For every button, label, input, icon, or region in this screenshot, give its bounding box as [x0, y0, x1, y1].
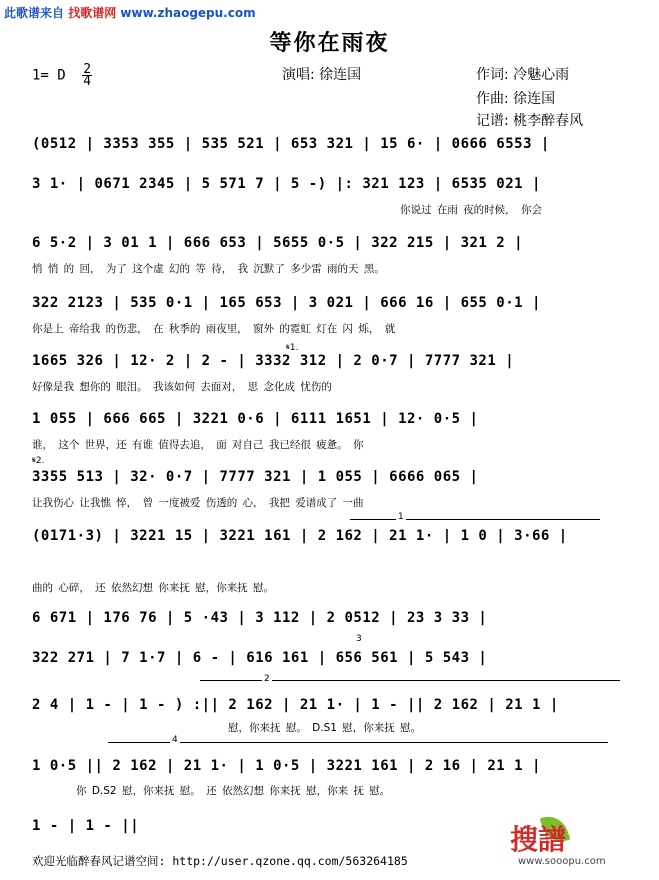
ending-bracket-1	[350, 519, 600, 520]
score-row-5-lyrics: 好像是我 想你的 眼泪。 我该如何 去面对， 思 念化成 忧伤的	[32, 381, 332, 393]
footer-text: 欢迎光临醉春风记谱空间: http://user.qzone.qq.com/563264185	[32, 854, 408, 868]
time-bottom: 4	[83, 74, 92, 89]
watermark-link[interactable]: www.zhaogepu.com	[120, 6, 256, 20]
score-row-8-lyrics: 曲的 心碎， 还 依然幻想 你来抚 慰，你来抚 慰。	[32, 582, 275, 594]
score-row-4-notes: 322 2123 | 535 0·1 | 165 653 | 3 021 | 666 16 | 655 0·1 |	[32, 295, 541, 311]
key-label: 1= D	[32, 67, 66, 84]
ending-bracket-4	[108, 742, 608, 743]
ending-number-4: 4	[172, 735, 178, 745]
singer-credit: 演唱: 徐连国	[282, 67, 362, 83]
score-row-2-lyrics: 你说过 在雨 夜的时候， 你会	[400, 204, 543, 216]
song-title: 等你在雨夜	[269, 30, 390, 56]
lyricist-credit: 作词: 冷魅心雨	[476, 67, 570, 83]
segno-mark-2: 𝄋2.	[32, 456, 45, 466]
composer-credit: 作曲: 徐连国	[476, 91, 556, 107]
ending-number-2: 2	[264, 674, 270, 684]
score-row-10-notes: 322 271 | 7 1·7 | 6 - | 616 161 | 656 561 | 5 543 |	[32, 650, 488, 666]
watermark-site-name: 找歌谱网	[68, 6, 117, 20]
score-row-13-notes: 1 - | 1 - ||	[32, 818, 140, 834]
score-row-8-notes: (0171·3) | 3221 15 | 3221 161 | 2 162 | 21 1· | 1 0 | 3·66 |	[32, 528, 568, 544]
score-row-2-notes: 3 1· | 0671 2345 | 5 571 7 | 5 -) |: 321 123 | 6535 021 |	[32, 176, 541, 192]
score-row-9-notes: 6 671 | 176 76 | 5 ·43 | 3 112 | 2 0512 | 23 3 33 |	[32, 610, 488, 626]
score-row-11-notes: 2 4 | 1 - | 1 - ) :|| 2 162 | 21 1· | 1 - || 2 162 | 21 1 |	[32, 697, 559, 713]
transcriber-credit: 记谱: 桃李醉春风	[476, 113, 584, 129]
score-row-3-lyrics: 悄 悄 的 回， 为了 这个虚 幻的 等 待， 我 沉默了 多少雷 雨的天 黑。	[32, 263, 385, 275]
score-row-4-lyrics: 你是上 帝给我 的伤悲， 在 秋季的 雨夜里， 窗外 的霓虹 灯在 闪 烁， 就	[32, 323, 396, 335]
segno-mark-1: 𝄋1.	[286, 343, 299, 353]
score-row-6-lyrics: 谁， 这个 世界，还 有谁 值得去追， 面 对自己 我已经很 疲惫。 你	[32, 439, 364, 451]
time-top: 2	[83, 62, 92, 77]
score-row-3-notes: 6 5·2 | 3 01 1 | 666 653 | 5655 0·5 | 322 215 | 321 2 |	[32, 235, 524, 251]
score-row-5-notes: 1665 326 | 12· 2 | 2 - | 3332 312 | 2 0·7 | 7777 321 |	[32, 353, 515, 369]
site-logo[interactable]	[504, 810, 654, 874]
key-signature	[32, 64, 92, 87]
score-row-11-lyrics: 慰，你来抚 慰。 D.S1 慰，你来抚 慰。	[228, 722, 422, 734]
score-row-7-notes: 3355 513 | 32· 0·7 | 7777 321 | 1 055 | 6666 065 |	[32, 469, 479, 485]
watermark-text: 此歌谱来自	[4, 6, 65, 20]
time-signature	[82, 64, 92, 87]
triplet-mark: 3	[356, 634, 362, 644]
logo-url[interactable]: www.sooopu.com	[518, 856, 606, 867]
score-row-6-notes: 1 055 | 666 665 | 3221 0·6 | 6111 1651 | 12· 0·5 |	[32, 411, 479, 427]
score-row-7-lyrics: 让我伤心 让我憔 悴， 曾 一度被爱 伤透的 心， 我把 爱谱成了 一曲	[32, 497, 364, 509]
logo-text: 搜譜	[510, 823, 567, 856]
watermark	[4, 4, 256, 21]
ending-number-1: 1	[398, 512, 404, 522]
score-row-12-notes: 1 0·5 || 2 162 | 21 1· | 1 0·5 | 3221 161 | 2 16 | 21 1 |	[32, 758, 541, 774]
score-row-12-lyrics: 你 D.S2 慰，你来抚 慰。 还 依然幻想 你来抚 慰，你来 抚 慰。	[76, 785, 391, 797]
score-row-1-notes: (0512 | 3353 355 | 535 521 | 653 321 | 15 6· | 0666 6553 |	[32, 136, 550, 152]
